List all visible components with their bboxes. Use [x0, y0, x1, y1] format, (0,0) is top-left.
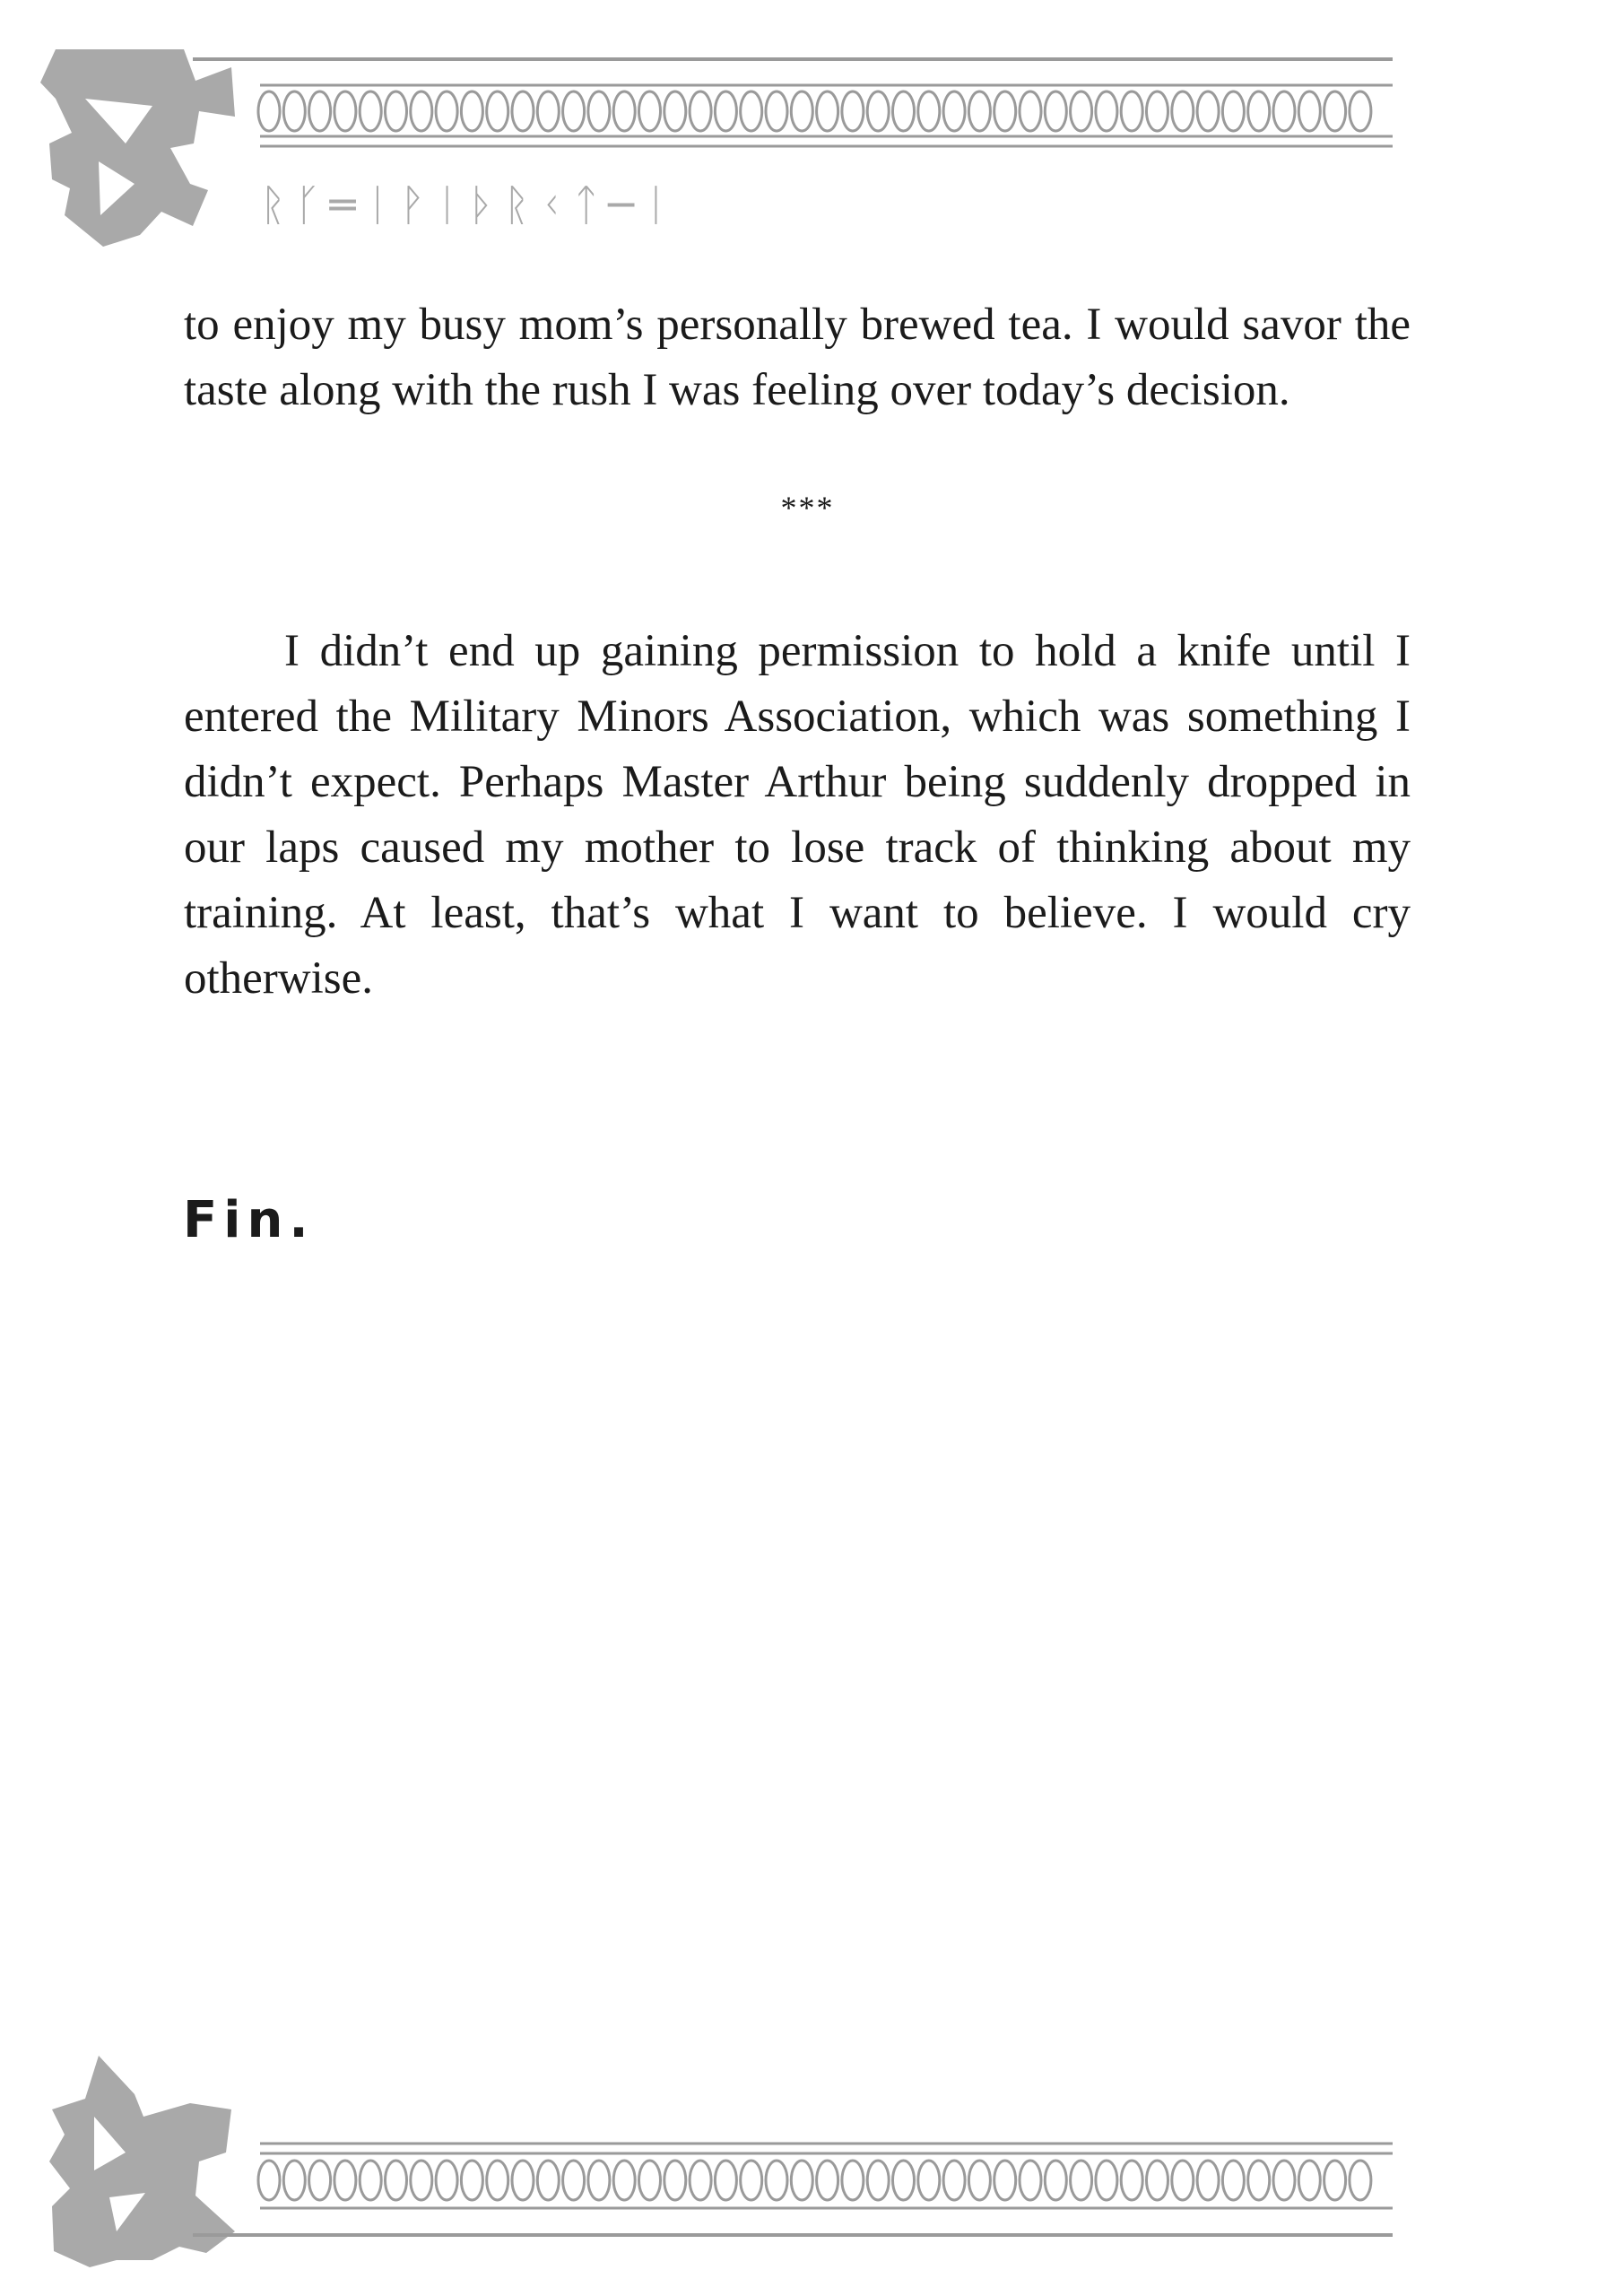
chain-link	[309, 91, 331, 131]
chain-link	[918, 2161, 940, 2200]
chain-link	[1020, 2161, 1041, 2200]
chain-link	[1147, 2161, 1168, 2200]
chain-link	[258, 91, 280, 131]
chain-link	[1298, 91, 1320, 131]
chain-link	[1273, 2161, 1295, 2200]
chain-link	[1324, 2161, 1346, 2200]
chain-link	[283, 91, 305, 131]
paragraph-continued: to enjoy my busy mom’s personally brewed tea. I would savor the taste along with the rush I was feeling over today’s decision.	[184, 300, 1411, 415]
chain-link	[741, 2161, 762, 2200]
chain-link	[715, 91, 736, 131]
footer-border	[193, 2144, 1393, 2235]
chain-link	[537, 91, 559, 131]
chain-link	[842, 2161, 864, 2200]
chain-link	[487, 2161, 508, 2200]
chain-link	[309, 2161, 331, 2200]
chain-link	[613, 91, 635, 131]
chain-link	[563, 2161, 585, 2200]
chain-link	[791, 91, 812, 131]
chain-link	[411, 91, 432, 131]
chain-link	[334, 91, 356, 131]
chain-link	[1147, 91, 1168, 131]
chain-link	[690, 2161, 711, 2200]
chain-link	[664, 91, 686, 131]
chain-link	[334, 2161, 356, 2200]
ending-mark: Fin.	[183, 1191, 315, 1249]
chain-link	[1172, 91, 1194, 131]
chain-link	[1273, 91, 1295, 131]
chain-link	[968, 91, 990, 131]
header-ornament	[0, 36, 1615, 260]
chain-link	[867, 91, 889, 131]
chain-link	[968, 2161, 990, 2200]
chain-link	[386, 91, 407, 131]
chain-link	[1197, 91, 1219, 131]
scene-break: ***	[780, 490, 835, 526]
chain-link	[741, 91, 762, 131]
chain-link	[791, 2161, 812, 2200]
chain-link	[994, 2161, 1016, 2200]
shuriken-corner-ornament-icon	[40, 49, 235, 247]
chain-link	[893, 2161, 915, 2200]
chain-link	[283, 2161, 305, 2200]
chain-link	[766, 91, 787, 131]
chain-link	[1298, 2161, 1320, 2200]
chain-link	[664, 2161, 686, 2200]
chain-link	[766, 2161, 787, 2200]
chain-link	[436, 2161, 457, 2200]
chain-link	[411, 2161, 432, 2200]
chain-link	[512, 2161, 534, 2200]
chain-link	[842, 91, 864, 131]
chain-link	[1248, 91, 1270, 131]
chain-link	[487, 91, 508, 131]
footer-ornament	[0, 2036, 1615, 2269]
chain-link	[436, 91, 457, 131]
chain-link	[1197, 2161, 1219, 2200]
chain-link	[817, 2161, 838, 2200]
chain-link	[258, 2161, 280, 2200]
chain-link	[1324, 91, 1346, 131]
chain-link	[1096, 2161, 1117, 2200]
chain-link	[867, 2161, 889, 2200]
chain-link	[1071, 91, 1092, 131]
chain-link	[1096, 91, 1117, 131]
chain-link	[1222, 2161, 1244, 2200]
chain-link	[1172, 2161, 1194, 2200]
chain-link	[613, 2161, 635, 2200]
chain-link	[715, 2161, 736, 2200]
chain-link	[918, 91, 940, 131]
chain-link	[360, 91, 381, 131]
chain-link	[1020, 91, 1041, 131]
chain-link	[639, 2161, 661, 2200]
chain-link	[1045, 91, 1066, 131]
chain-link	[386, 2161, 407, 2200]
chain-link	[817, 91, 838, 131]
chain-link	[563, 91, 585, 131]
chain-link	[461, 2161, 482, 2200]
chain-link	[537, 2161, 559, 2200]
chain-link	[512, 91, 534, 131]
chain-link	[1121, 2161, 1142, 2200]
header-border	[193, 59, 1393, 146]
chain-link	[1121, 91, 1142, 131]
header-rune-text: ᚱᚴ═ᛁᚹᛁᚦᚱᚲᛏ─ᛁ	[260, 180, 678, 230]
paragraph-closing: I didn’t end up gaining permission to hold a knife until I entered the Military Minors Association, which was something I didn’t expect. Perhaps Master Arthur being suddenly dropped in our laps caused my mother to lose track of thinking about my training. At least, that’s what I want to believe. I would cry otherwise.	[184, 626, 1411, 1004]
chain-link	[893, 91, 915, 131]
chain-link	[360, 2161, 381, 2200]
chain-link	[461, 91, 482, 131]
chain-link	[1222, 91, 1244, 131]
chain-link	[588, 91, 610, 131]
chain-link	[1350, 2161, 1371, 2200]
chain-link	[690, 91, 711, 131]
chain-link	[943, 2161, 965, 2200]
chain-link	[1045, 2161, 1066, 2200]
chain-link	[588, 2161, 610, 2200]
chain-link	[639, 91, 661, 131]
chain-link	[1248, 2161, 1270, 2200]
chain-link	[994, 91, 1016, 131]
chain-link	[1350, 91, 1371, 131]
chain-link	[943, 91, 965, 131]
chain-link	[1071, 2161, 1092, 2200]
